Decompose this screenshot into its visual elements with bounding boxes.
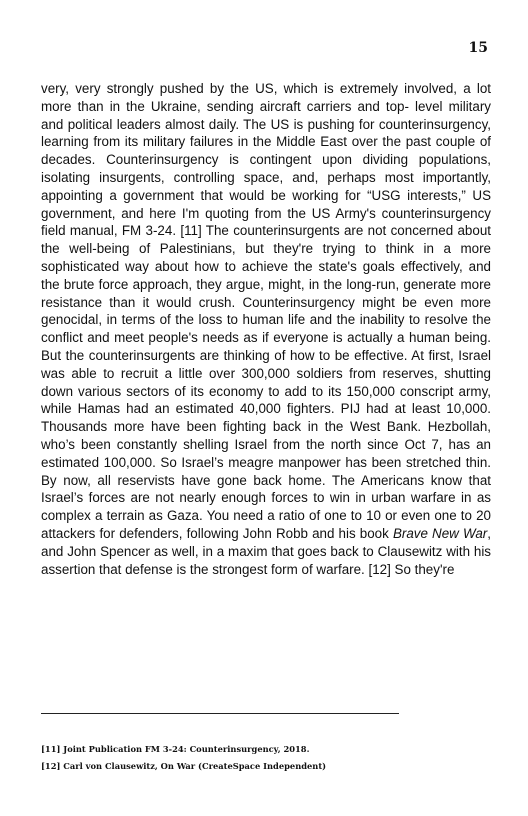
body-paragraph — [41, 80, 491, 578]
body-text-part-2: , and John Spencer as well, in a maxim that goes back to Clausewitz with his assertion that defense is the strongest form of warfare. [12] So they're — [41, 525, 491, 577]
footnotes — [41, 741, 501, 775]
footnote-12: [12] Carl von Clausewitz, On War (CreateSpace Independent) — [41, 761, 327, 771]
footnote-11: [11] Joint Publication FM 3-24: Counterinsurgency, 2018. — [41, 744, 310, 754]
book-title-italic: Brave New War — [392, 525, 488, 541]
body-text-part-1: very, very strongly pushed by the US, which is extremely involved, a lot more than in the Ukraine, sending aircraft carriers and top- level military and political leaders almost daily. The US is pushing for counterinsurgency, learning from its military failures in the Middle East over the past couple of decades. Counterinsurgency is contingent upon dividing populations, isolating insurgents, controlling space, and, perhaps most importantly, appointing a government that would be working for “USG interests,” US government, and here I'm quoting from the US Army's counterinsurgency field manual, FM 3-24. [11] The counterinsurgents are not concerned about the well-being of Palestinians, but they're trying to think in a more sophisticated way about how to achieve the state's goals effectively, and the brute force approach, they argue, might, in the long-run, generate more resistance than it would crush. Counterinsurgency might be even more genocidal, in terms of the loss to human life and the inability to resolve the conflict and meet people's needs as if everyone is actually a human being. But the counterinsurgents are thinking of how to be effective. At first, Israel was able to recruit a little over 300,000 soldiers from reserves, shutting down various sectors of its economy to add to its 150,000 conscript army, while Hamas had an estimated 40,000 fighters. PIJ had at least 10,000. Thousands more have been fighting back in the West Bank. Hezbollah, who’s been constantly shelling Israel from the north since Oct 7, has an estimated 100,000. So Israel’s meagre manpower has been stretched thin. By now, all reservists have gone back home. The Americans know that Israel’s forces are not nearly enough forces to win in urban warfare in as complex a terrain as Gaza. You need a ratio of one to 10 or even one to 20 attackers for defenders, following John Robb and his book — [41, 81, 491, 541]
page-number: 15 — [468, 40, 488, 56]
footnote-divider — [41, 713, 399, 714]
